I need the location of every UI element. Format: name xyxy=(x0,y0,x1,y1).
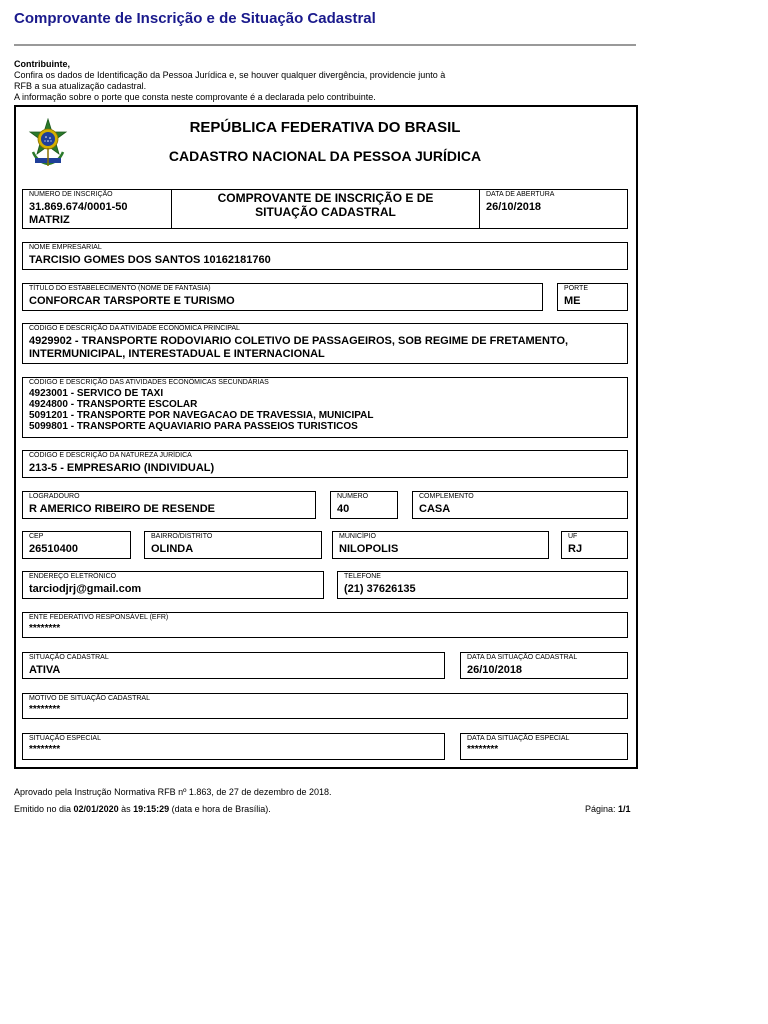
data-situacao-especial-label: DATA DA SITUAÇÃO ESPECIAL xyxy=(467,735,570,742)
intro-line-1: Confira os dados de Identificação da Pessoa Jurídica e, se houver qualquer divergência, providencie junto à xyxy=(14,70,446,80)
motivo-situacao-value: ******** xyxy=(29,704,61,715)
situacao-especial-value: ******** xyxy=(29,744,61,755)
email-value: tarciodjrj@gmail.com xyxy=(29,583,142,595)
porte-box xyxy=(557,283,628,311)
data-situacao-cadastral-box xyxy=(460,652,628,679)
numero-box xyxy=(330,491,398,519)
issued-prefix: Emitido no dia xyxy=(14,804,74,814)
situacao-cadastral-value: ATIVA xyxy=(29,664,61,676)
telefone-box xyxy=(337,571,628,599)
numero-inscricao-label: NÚMERO DE INSCRIÇÃO xyxy=(29,191,113,198)
natureza-juridica-box xyxy=(22,450,628,478)
motivo-situacao-box xyxy=(22,693,628,719)
email-box xyxy=(22,571,324,599)
logradouro-box xyxy=(22,491,316,519)
situacao-especial-box xyxy=(22,733,445,760)
atividade-secundaria-item: 4924800 - TRANSPORTE ESCOLAR xyxy=(29,399,198,410)
titulo-estabelecimento-box xyxy=(22,283,543,311)
cep-box xyxy=(22,531,131,559)
data-situacao-especial-value: ******** xyxy=(467,744,499,755)
uf-box xyxy=(561,531,628,559)
issued-note xyxy=(14,804,271,814)
numero-inscricao-value: 31.869.674/0001-50 xyxy=(29,201,128,213)
cep-label: CEP xyxy=(29,533,44,540)
atividade-secundaria-item: 5091201 - TRANSPORTE POR NAVEGACAO DE TRAVESSIA, MUNICIPAL xyxy=(29,410,374,421)
page-number xyxy=(585,804,631,814)
atividade-secundaria-item: 4923001 - SERVICO DE TAXI xyxy=(29,388,164,399)
uf-value: RJ xyxy=(568,543,583,555)
data-abertura-value: 26/10/2018 xyxy=(486,201,542,213)
atividade-principal-line-2: INTERMUNICIPAL, INTERESTADUAL E INTERNACIONAL xyxy=(29,348,325,360)
titulo-estabelecimento-value: CONFORCAR TARSPORTE E TURISMO xyxy=(29,295,235,307)
titulo-estabelecimento-label: TÍTULO DO ESTABELECIMENTO (NOME DE FANTASIA) xyxy=(29,285,211,292)
efr-value: ******** xyxy=(29,623,61,634)
efr-box xyxy=(22,612,628,638)
atividade-principal-box xyxy=(22,323,628,364)
data-situacao-cadastral-value: 26/10/2018 xyxy=(467,664,523,676)
atividades-secundarias-box xyxy=(22,377,628,438)
atividade-principal-label: CÓDIGO E DESCRIÇÃO DA ATIVIDADE ECONÔMICA PRINCIPAL xyxy=(29,325,240,332)
data-abertura-label: DATA DE ABERTURA xyxy=(486,191,555,198)
nome-empresarial-value: TARCISIO GOMES DOS SANTOS 10162181760 xyxy=(29,254,271,266)
intro-line-2: RFB a sua atualização cadastral. xyxy=(14,81,147,91)
logradouro-value: R AMERICO RIBEIRO DE RESENDE xyxy=(29,503,216,515)
logradouro-label: LOGRADOURO xyxy=(29,493,80,500)
nome-empresarial-label: NOME EMPRESARIAL xyxy=(29,244,102,251)
comprovante-title-line-2: SITUAÇÃO CADASTRAL xyxy=(255,205,396,219)
telefone-label: TELEFONE xyxy=(344,573,381,580)
complemento-label: COMPLEMENTO xyxy=(419,493,474,500)
efr-label: ENTE FEDERATIVO RESPONSÁVEL (EFR) xyxy=(29,614,169,621)
motivo-situacao-label: MOTIVO DE SITUAÇÃO CADASTRAL xyxy=(29,695,150,702)
situacao-especial-label: SITUAÇÃO ESPECIAL xyxy=(29,735,101,742)
bairro-box xyxy=(144,531,322,559)
numero-label: NÚMERO xyxy=(337,493,369,500)
numero-value: 40 xyxy=(337,503,350,515)
header-cadastro: CADASTRO NACIONAL DA PESSOA JURÍDICA xyxy=(168,148,482,164)
comprovante-title-line-1: COMPROVANTE DE INSCRIÇÃO E DE xyxy=(217,191,434,205)
approval-note: Aprovado pela Instrução Normativa RFB nº 1.863, de 27 de dezembro de 2018. xyxy=(14,787,332,797)
title-divider xyxy=(14,44,636,46)
situacao-cadastral-box xyxy=(22,652,445,679)
brazil-coat-of-arms-icon xyxy=(27,118,69,168)
issued-mid: às xyxy=(118,804,134,814)
issued-suffix: (data e hora de Brasília). xyxy=(169,804,271,814)
bairro-value: OLINDA xyxy=(151,543,194,555)
municipio-value: NILOPOLIS xyxy=(339,543,399,555)
uf-label: UF xyxy=(568,533,578,540)
page-label: Página: xyxy=(585,804,619,814)
porte-label: PORTE xyxy=(564,285,588,292)
data-abertura-box xyxy=(479,189,628,229)
intro-notice xyxy=(14,59,514,103)
telefone-value: (21) 37626135 xyxy=(344,583,416,595)
email-label: ENDEREÇO ELETRÔNICO xyxy=(29,573,117,580)
situacao-cadastral-label: SITUAÇÃO CADASTRAL xyxy=(29,654,109,661)
intro-line-3: A informação sobre o porte que consta neste comprovante é a declarada pelo contribuinte. xyxy=(14,92,376,102)
atividade-secundaria-item: 5099801 - TRANSPORTE AQUAVIARIO PARA PASSEIOS TURISTICOS xyxy=(29,421,358,432)
natureza-juridica-label: CÓDIGO E DESCRIÇÃO DA NATUREZA JURÍDICA xyxy=(29,452,192,459)
page-title: Comprovante de Inscrição e de Situação Cadastral xyxy=(14,10,376,27)
complemento-value: CASA xyxy=(419,503,451,515)
porte-value: ME xyxy=(564,295,581,307)
bairro-label: BAIRRO/DISTRITO xyxy=(151,533,213,540)
atividades-secundarias-label: CÓDIGO E DESCRIÇÃO DAS ATIVIDADES ECONÔMICAS SECUNDÁRIAS xyxy=(29,379,269,386)
municipio-box xyxy=(332,531,549,559)
atividade-principal-line-1: 4929902 - TRANSPORTE RODOVIARIO COLETIVO DE PASSAGEIROS, SOB REGIME DE FRETAMENTO, xyxy=(29,335,569,347)
complemento-box xyxy=(412,491,628,519)
numero-inscricao-box xyxy=(22,189,172,229)
page-value: 1/1 xyxy=(618,804,631,814)
nome-empresarial-box xyxy=(22,242,628,270)
natureza-juridica-value: 213-5 - EMPRESARIO (INDIVIDUAL) xyxy=(29,462,215,474)
comprovante-title-box xyxy=(171,189,480,229)
cep-value: 26510400 xyxy=(29,543,78,555)
municipio-label: MUNICÍPIO xyxy=(339,533,376,540)
issued-date: 02/01/2020 xyxy=(73,804,119,814)
intro-heading: Contribuinte, xyxy=(14,59,70,69)
header-republica: REPÚBLICA FEDERATIVA DO BRASIL xyxy=(189,119,461,136)
issued-time: 19:15:29 xyxy=(133,804,170,814)
data-situacao-cadastral-label: DATA DA SITUAÇÃO CADASTRAL xyxy=(467,654,578,661)
data-situacao-especial-box xyxy=(460,733,628,760)
numero-inscricao-type: MATRIZ xyxy=(29,214,70,226)
